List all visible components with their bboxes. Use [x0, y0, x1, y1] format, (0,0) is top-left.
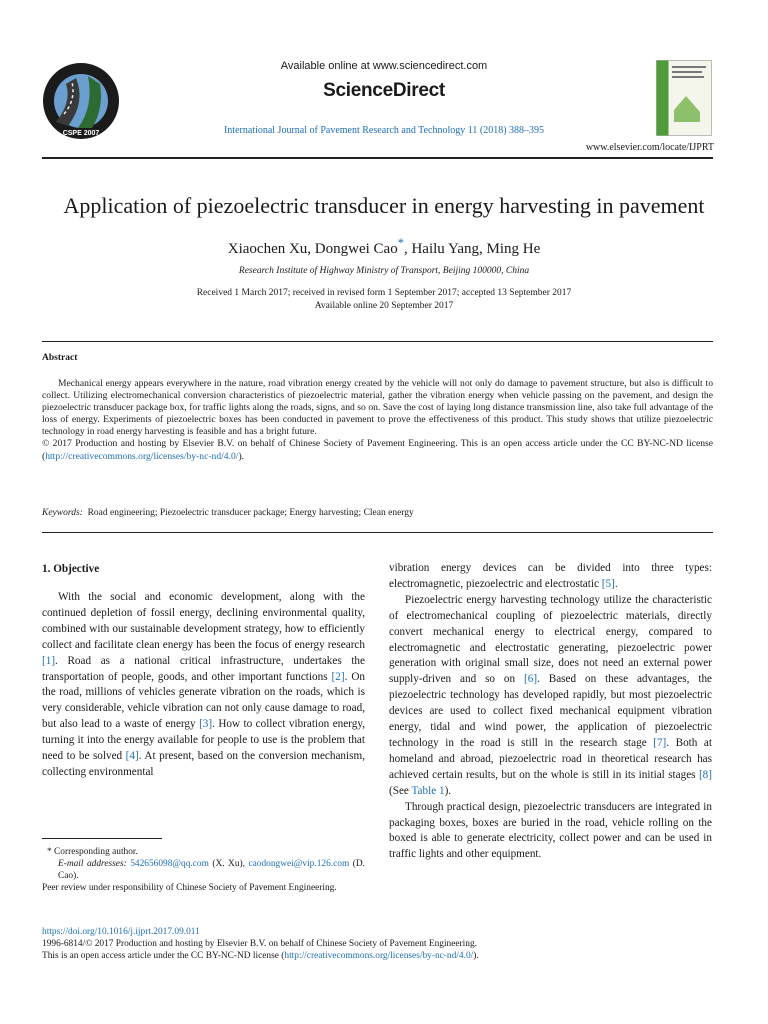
license-link[interactable]: http://creativecommons.org/licenses/by-nc-nd/4.0/ [45, 450, 239, 462]
copyright-prefix: © 2017 Production and hosting by Elsevier B.V. on behalf of Chinese Society of Pavement Engineering. This is an open access article under the CC BY-NC-ND license ( [42, 438, 713, 462]
affiliation: Research Institute of Highway Ministry of Transport, Beijing 100000, China [238, 266, 530, 276]
text-run: This is an open access article under the CC BY-NC-ND license ( [42, 951, 285, 962]
keywords-text: Road engineering; Piezoelectric transducer package; Energy harvesting; Clean energy [87, 508, 414, 518]
publisher-name: ScienceDirect [323, 80, 445, 101]
paragraph [389, 593, 712, 800]
citation-link[interactable]: [4] [125, 750, 139, 763]
email-label: E-mail addresses: [58, 859, 127, 870]
text-run: With the social and economic development, along with the continued depletion of fossil energy, declining environmental quality, combined with our sustainable development strategy, how to efficiently collect and facilitate clean energy has been the focus of energy research [42, 591, 365, 651]
email-link[interactable]: 542656098@qq.com [130, 859, 209, 870]
text-run: . On the road, millions of vehicles generate vibration on the roads, which is very considerable, vehicle vibration can not only cause damage to road, but also lead to a waste of energy [42, 670, 365, 731]
corresponding-note: * Corresponding author. [47, 847, 138, 857]
abstract-text: Mechanical energy appears everywhere in the nature, road vibration energy created by the vehicle will not only do damage to pavement structure, but also is difficult to collect. Utilizing electromechanical conversion characteristics of piezoelectric material, gather the vibration energy when vehicle passing on the pavement, and design the piezoelectric transducer package box, for traffic lights along the roads, signs, and so on. Save the cost of laying long distance transmission line, also take full advantage of the loss of energy. Experiments of piezoelectric boxes has been conducted in pavement to prove the effectiveness of this product. This study shows that utilize piezoelectric technology in road energy harvesting is feasible and has a bright future. [42, 378, 713, 438]
issn-line: 1996-6814/© 2017 Production and hosting by Elsevier B.V. on behalf of Chinese Society of Pavement Engineering. [42, 939, 478, 950]
paragraph [42, 590, 365, 781]
text-run: . Both at homeland and abroad, piezoelectric road in theoretical research has achieved certain results, but on the whole is still in its initial stages [389, 736, 712, 781]
text-run: ). [473, 951, 479, 962]
text-run: (D. Cao). [58, 859, 365, 882]
text-run: Piezoelectric energy harvesting technology utilize the characteristic of electromechanical coupling of piezoelectric materials, directly convert mechanical energy to electrical energy, compared to electromagnetic and electrostatic generating, piezoelectric power generation with original small size, does not need an external power supply-driven and so on [389, 593, 712, 686]
abstract-heading: Abstract [42, 353, 78, 363]
citation-link[interactable]: [2] [331, 670, 345, 683]
text-run: vibration energy devices can be divided into three types: electromagnetic, piezoelectric and electrostatic [389, 562, 712, 590]
header-rule [42, 157, 713, 159]
citation-link[interactable]: [7] [653, 736, 667, 749]
paragraph: Through practical design, piezoelectric transducers are integrated in packaging boxes, boxes are buried in the road, vehicle rolling on the boxed is able to generate electricity, collect power and can be used in traffic lights and other equipment. [389, 800, 712, 861]
text-run: . How to collect vibration energy, turning it into the energy available for people to use is the problem that need to be solved [42, 718, 365, 763]
abstract-body [42, 378, 713, 463]
citation-link[interactable]: [1] [42, 654, 56, 667]
right-column [389, 561, 712, 863]
citation-link[interactable]: [6] [524, 673, 538, 686]
paragraph [389, 561, 712, 593]
left-column [42, 590, 365, 781]
license-link[interactable]: http://creativecommons.org/licenses/by-nc-nd/4.0/ [284, 951, 474, 962]
author-list [0, 236, 768, 258]
peer-review-note: Peer review under responsibility of Chinese Society of Pavement Engineering. [42, 883, 337, 894]
article-title: Application of piezoelectric transducer in energy harvesting in pavement [63, 193, 705, 218]
text-run: ). [444, 784, 452, 797]
text-run: . At present, based on the conversion mechanism, collecting environmental [42, 750, 365, 778]
text-run: . Road as a national critical infrastructure, undertakes the transportation of people, goods, and other important functions [42, 654, 365, 683]
available-online-date: Available online 20 September 2017 [314, 301, 454, 311]
abstract-top-rule [42, 341, 713, 342]
corresponding-author-mark[interactable]: * [397, 236, 404, 250]
email-link[interactable]: caodongwei@vip.126.com [248, 859, 350, 870]
citation-link[interactable]: [5] [601, 577, 615, 590]
authors-first: Xiaochen Xu, Dongwei Cao [227, 241, 398, 257]
citation-link[interactable]: [8] [698, 768, 712, 781]
copyright-line [42, 438, 713, 462]
received-dates: Received 1 March 2017; received in revised form 1 September 2017; accepted 13 September 2017 [196, 288, 572, 298]
keywords-label: Keywords: [42, 508, 83, 518]
available-online-line: Available online at www.sciencedirect.com [280, 60, 488, 72]
authors-rest: , Hailu Yang, Ming He [403, 241, 541, 257]
logo-text: CSPE 2007 [62, 130, 100, 137]
open-access-line [42, 950, 713, 962]
keywords-line [42, 508, 414, 518]
article-meta-footer [42, 926, 713, 962]
journal-citation[interactable]: International Journal of Pavement Research and Technology 11 (2018) 388–395 [223, 125, 545, 136]
text-run: . Based on these advantages, the piezoelectric technology has developed rapidly, but most piezoelectric devices are used to collect fixed mechanical equipment vibration energy, tidal and wind power, the application of piezoelectric technology in the road is still in the research stage [389, 673, 712, 749]
text-run: (See [389, 784, 412, 797]
journal-cover-thumbnail [656, 60, 712, 136]
footnote-rule [42, 838, 162, 839]
email-note [42, 858, 365, 882]
text-run: (X. Xu), [208, 859, 249, 870]
journal-url[interactable]: www.elsevier.com/locate/IJPRT [585, 142, 714, 153]
text-run: . [614, 577, 618, 590]
footnotes [42, 846, 365, 894]
doi-link[interactable]: https://doi.org/10.1016/j.ijprt.2017.09.011 [42, 927, 200, 937]
section-heading: 1. Objective [42, 563, 100, 575]
table-link[interactable]: Table 1 [411, 784, 445, 797]
citation-link[interactable]: [3] [199, 718, 213, 731]
copyright-suffix: ). [238, 450, 245, 462]
abstract-bottom-rule [42, 532, 713, 533]
